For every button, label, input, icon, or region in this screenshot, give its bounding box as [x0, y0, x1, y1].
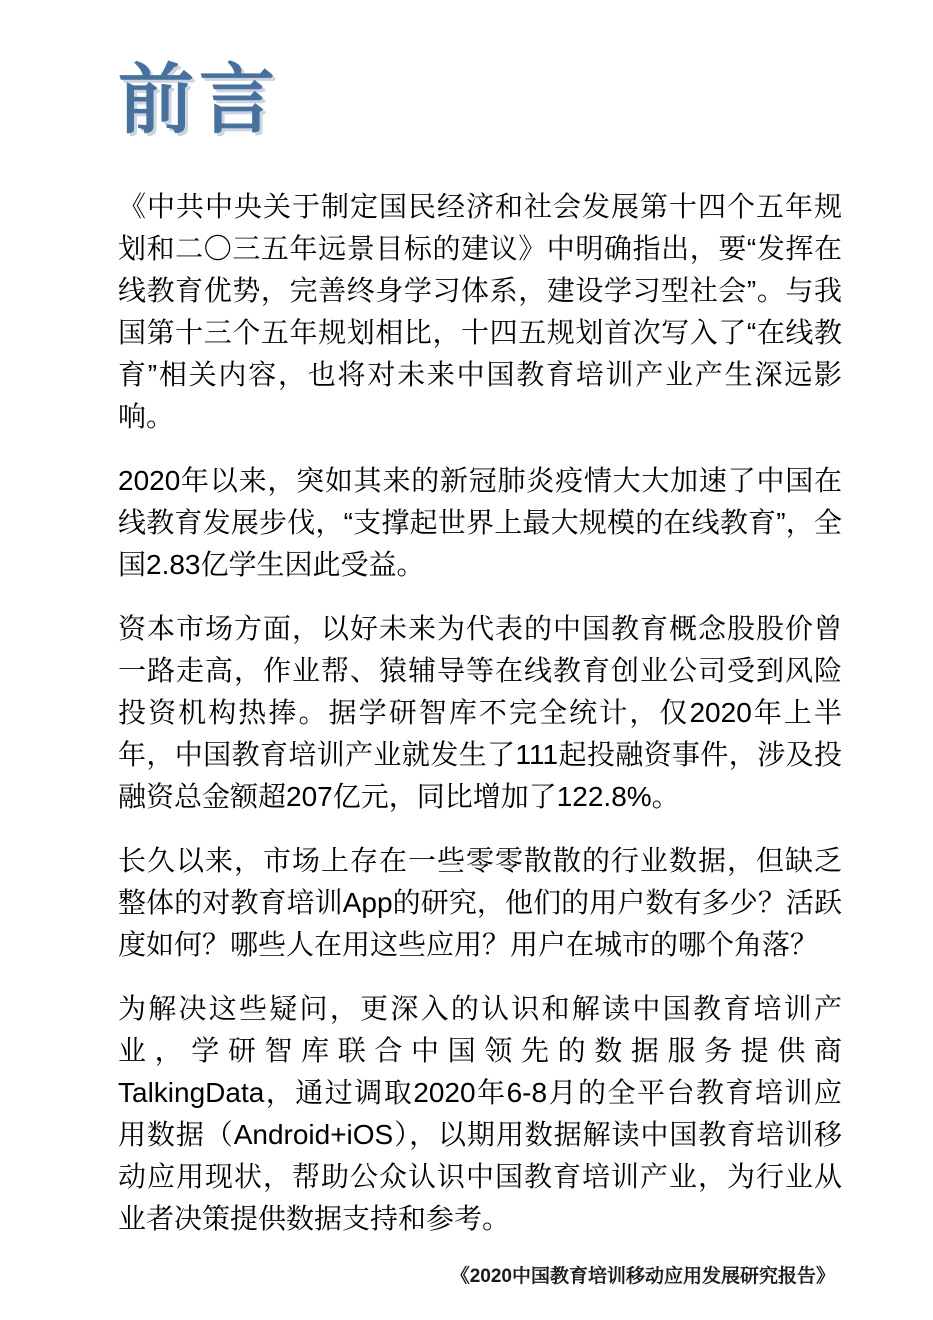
paragraph-3: 资本市场方面，以好未来为代表的中国教育概念股股价曾一路走高，作业帮、猿辅导等在线教育创业公司受到风险投资机构热捧。据学研智库不完全统计，仅2020年上半年，中国教育培训产业就发生了111起投融资事件，涉及投融资总金额超207亿元，同比增加了122.8%。: [118, 613, 842, 812]
paragraph-4: 长久以来，市场上存在一些零零散散的行业数据，但缺乏整体的对教育培训App的研究，他们的用户数有多少？活跃度如何？哪些人在用这些应用？用户在城市的哪个角落？: [118, 845, 842, 960]
paragraph-1: 《中共中央关于制定国民经济和社会发展第十四个五年规划和二〇三五年远景目标的建议》中明确指出，要“发挥在线教育优势，完善终身学习体系，建设学习型社会”。与我国第十三个五年规划相比，十四五规划首次写入了“在线教育”相关内容，也将对未来中国教育培训产业产生深远影响。: [118, 191, 842, 432]
paragraph-5: 为解决这些疑问，更深入的认识和解读中国教育培训产业，学研智库联合中国领先的数据服务提供商TalkingData，通过调取2020年6-8月的全平台教育培训应用数据（Android+iOS），以期用数据解读中国教育培训移动应用现状，帮助公众认识中国教育培训产业，为行业从业者决策提供数据支持和参考。: [118, 993, 842, 1234]
body-text: [118, 186, 842, 1262]
paragraph-2: 2020年以来，突如其来的新冠肺炎疫情大大加速了中国在线教育发展步伐，“支撑起世界上最大规模的在线教育”，全国2.83亿学生因此受益。: [118, 465, 842, 580]
page-title: 前言: [118, 58, 280, 143]
footer-report-title: 《2020中国教育培训移动应用发展研究报告》: [450, 1266, 835, 1287]
